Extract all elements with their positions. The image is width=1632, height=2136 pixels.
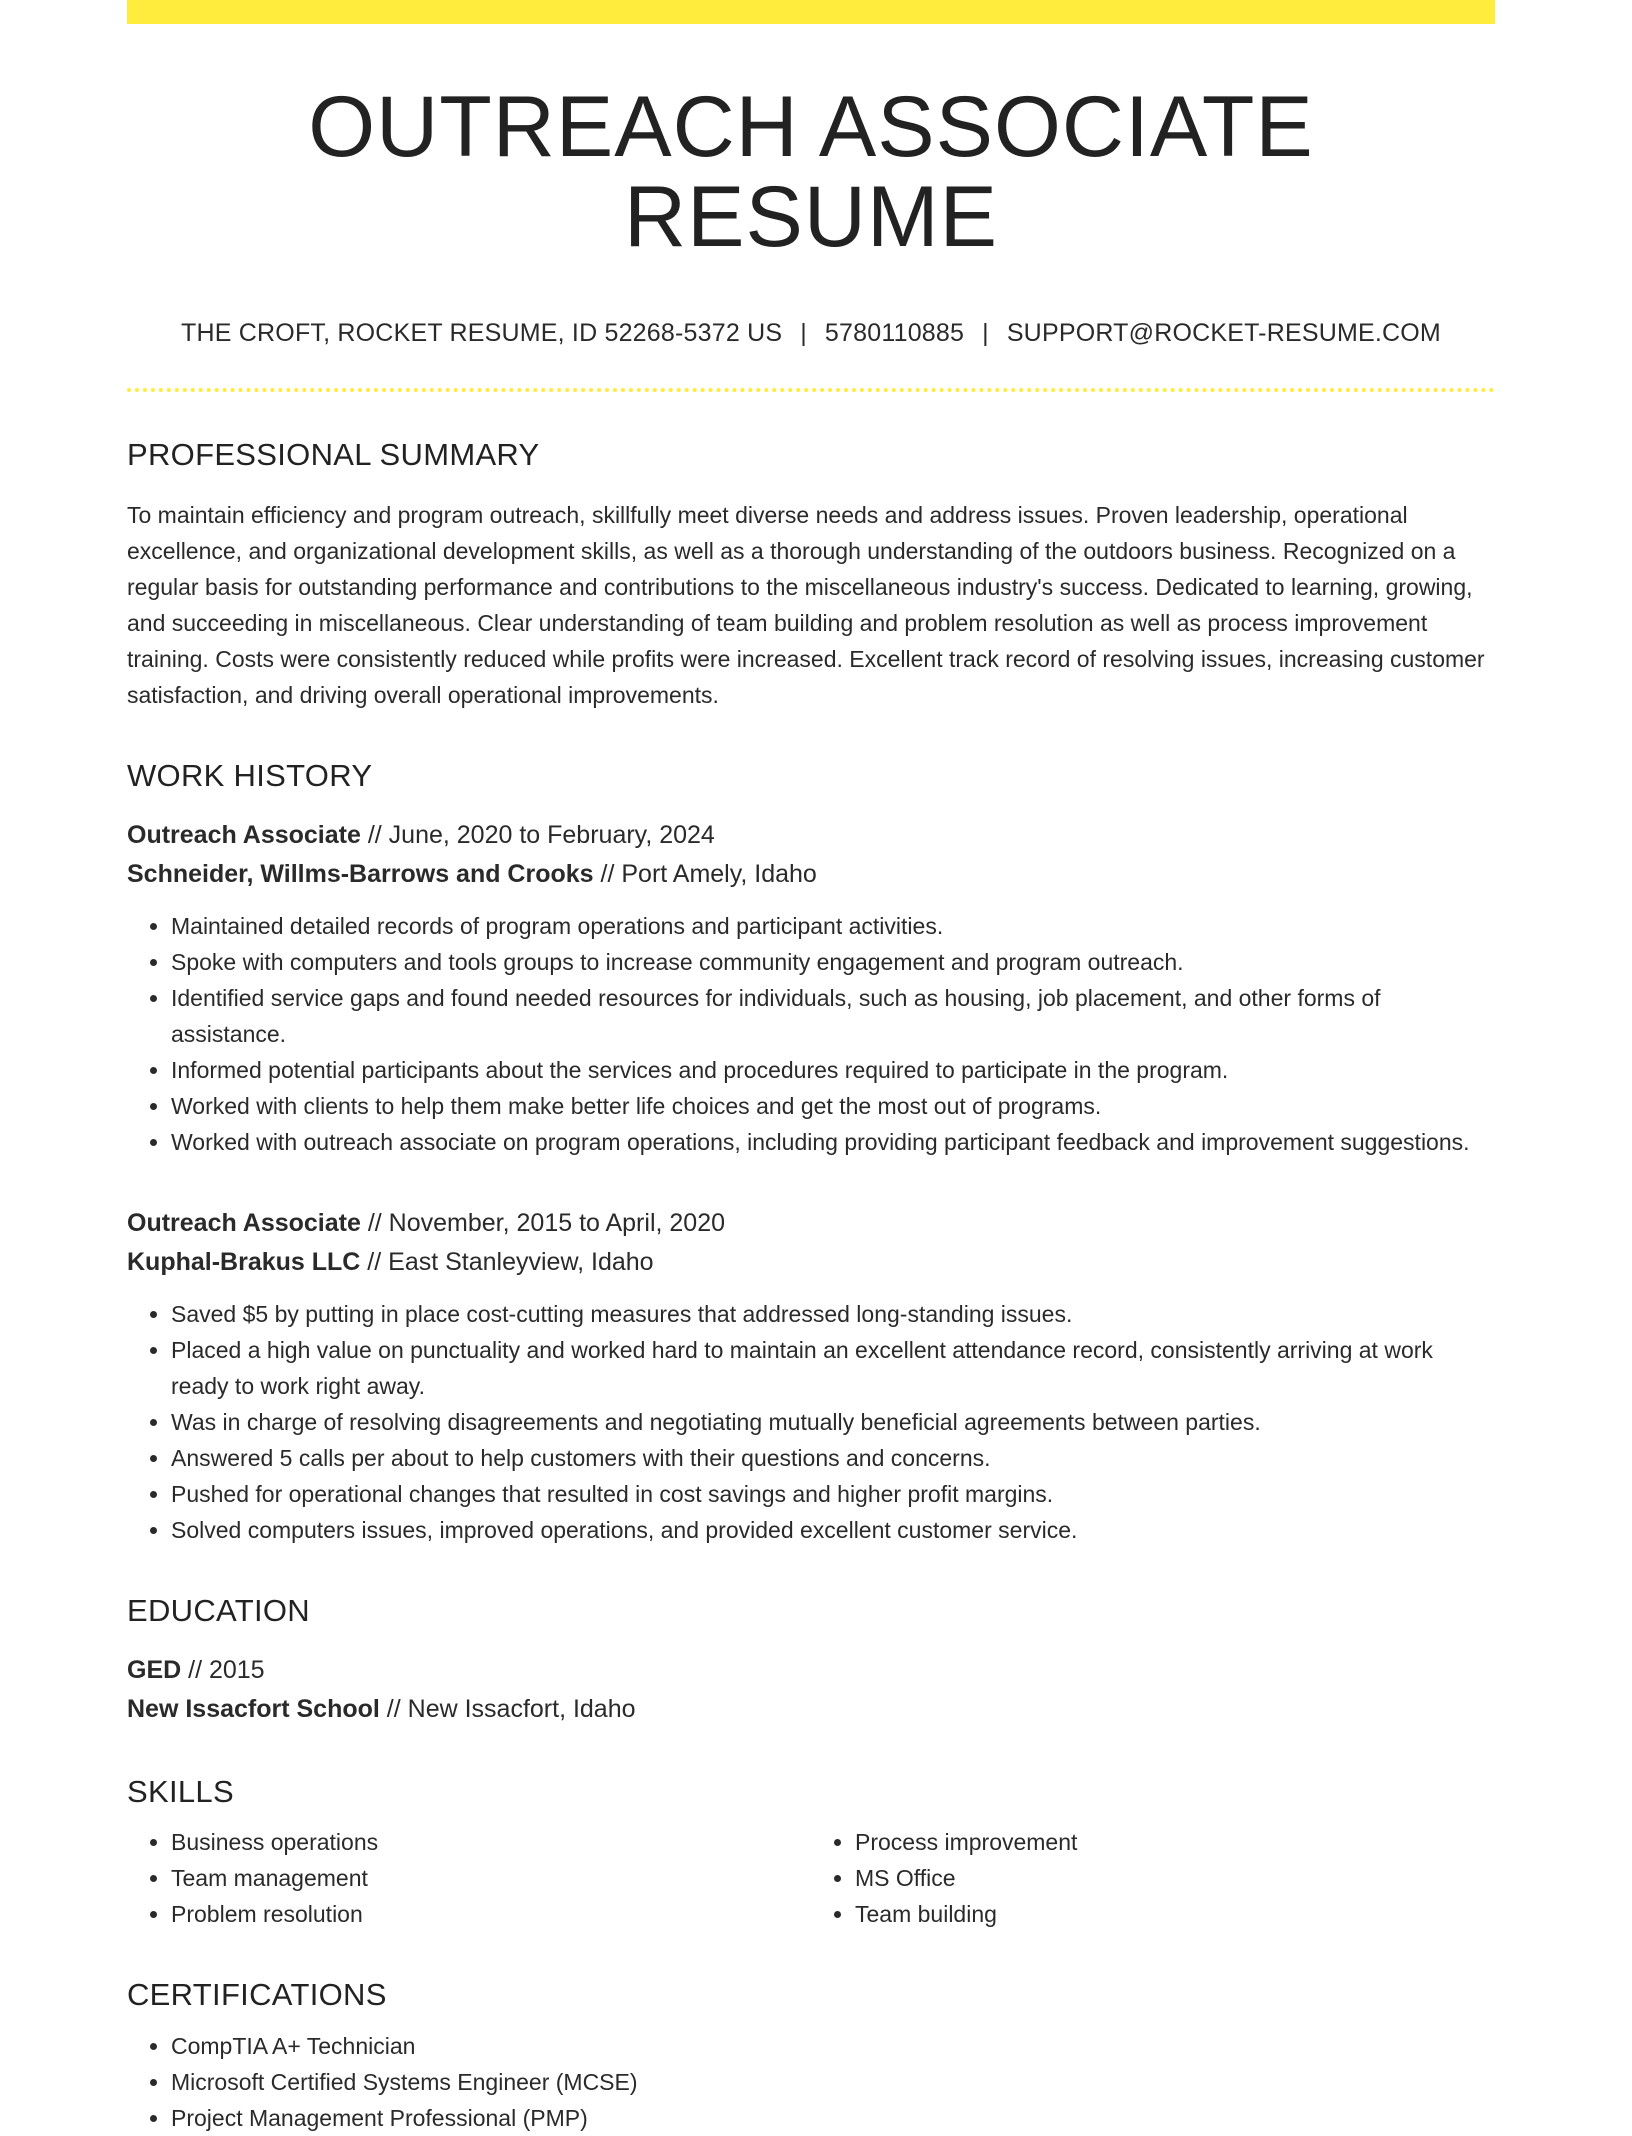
job-entry [127, 816, 1495, 1160]
skill-item: • Problem resolution [171, 1896, 811, 1932]
skill-item: • Team management [171, 1860, 811, 1896]
list-item: • Worked with clients to help them make better life choices and get the most out of programs. [171, 1088, 1495, 1124]
contact-line [127, 319, 1495, 348]
company-line [127, 855, 1495, 894]
job-title: Outreach Associate [127, 1208, 361, 1237]
company-line [127, 1243, 1495, 1282]
certification-item: • CompTIA A+ Technician [171, 2028, 1495, 2064]
list-item: • Pushed for operational changes that resulted in cost savings and higher profit margins. [171, 1476, 1495, 1512]
skill-item: • Process improvement [855, 1824, 1495, 1860]
list-item: • Placed a high value on punctuality and worked hard to maintain an excellent attendance record, consistently arriving at work ready to work right away. [171, 1332, 1495, 1404]
job-title-line [127, 816, 1495, 855]
skills-section [127, 1773, 1495, 1932]
list-item: • Was in charge of resolving disagreements and negotiating mutually beneficial agreements between parties. [171, 1404, 1495, 1440]
job-bullets [127, 908, 1495, 1160]
company-name: Schneider, Willms-Barrows and Crooks [127, 859, 594, 888]
skills-columns [127, 1824, 1495, 1932]
company-location: // Port Amely, Idaho [593, 859, 817, 888]
job-bullets [127, 1296, 1495, 1548]
certification-item: • Project Management Professional (PMP) [171, 2100, 1495, 2136]
school-location: // New Issacfort, Idaho [379, 1695, 636, 1724]
degree: GED [127, 1656, 182, 1685]
job-dates: // June, 2020 to February, 2024 [360, 820, 715, 849]
section-heading: WORK HISTORY [127, 757, 373, 793]
company-location: // East Stanleyview, Idaho [360, 1247, 654, 1276]
school-line [127, 1690, 1495, 1729]
job-entry [127, 1204, 1495, 1548]
section-heading: EDUCATION [127, 1592, 310, 1628]
certifications-list [127, 2028, 1495, 2136]
resume-title: OUTREACH ASSOCIATE RESUME [308, 79, 1314, 266]
degree-year: // 2015 [181, 1656, 265, 1685]
separator: | [982, 318, 989, 347]
job-dates: // November, 2015 to April, 2020 [360, 1208, 726, 1237]
summary-section [127, 436, 1495, 713]
dotted-divider [127, 388, 1495, 392]
resume-page [127, 0, 1495, 2136]
section-heading: CERTIFICATIONS [127, 1977, 387, 2013]
school-name: New Issacfort School [127, 1695, 380, 1724]
section-heading: PROFESSIONAL SUMMARY [127, 436, 540, 472]
education-entry [127, 1651, 1495, 1729]
list-item: • Informed potential participants about the services and procedures required to participate in the program. [171, 1052, 1495, 1088]
job-title: Outreach Associate [127, 820, 361, 849]
work-history-section [127, 757, 1495, 1548]
summary-text: To maintain efficiency and program outreach, skillfully meet diverse needs and address issues. Proven leadership, operational excellence, and organizational development skills, as well as a thorough understanding of the outdoors business. Recognized on a regular basis for outstanding performance and contributions to the miscellaneous industry's success. Dedicated to learning, growing, and succeeding in miscellaneous. Clear understanding of team building and problem resolution as well as process improvement training. Costs were consistently reduced while profits were increased. Excellent track record of resolving issues, increasing customer satisfaction, and driving overall operational improvements. [127, 501, 1485, 708]
list-item: • Worked with outreach associate on program operations, including providing participant feedback and improvement suggestions. [171, 1124, 1495, 1160]
email: SUPPORT@ROCKET-RESUME.COM [1006, 318, 1441, 347]
list-item: • Saved $5 by putting in place cost-cutting measures that addressed long-standing issues. [171, 1296, 1495, 1332]
degree-line [127, 1651, 1495, 1690]
accent-bar [127, 0, 1495, 24]
list-item: • Maintained detailed records of program operations and participant activities. [171, 908, 1495, 944]
job-title-line [127, 1204, 1495, 1243]
list-item: • Answered 5 calls per about to help customers with their questions and concerns. [171, 1440, 1495, 1476]
skills-left-list [127, 1824, 811, 1932]
address: THE CROFT, ROCKET RESUME, ID 52268-5372 US [181, 318, 783, 347]
skills-right-list [811, 1824, 1495, 1932]
phone: 5780110885 [824, 318, 965, 347]
section-heading: SKILLS [127, 1774, 234, 1810]
skill-item: • Team building [855, 1896, 1495, 1932]
skill-item: • MS Office [855, 1860, 1495, 1896]
certification-item: • Microsoft Certified Systems Engineer (MCSE) [171, 2064, 1495, 2100]
company-name: Kuphal-Brakus LLC [127, 1247, 361, 1276]
list-item: • Solved computers issues, improved operations, and provided excellent customer service. [171, 1512, 1495, 1548]
separator: | [800, 318, 807, 347]
education-section [127, 1592, 1495, 1729]
list-item: • Identified service gaps and found needed resources for individuals, such as housing, job placement, and other forms of assistance. [171, 980, 1495, 1052]
skill-item: • Business operations [171, 1824, 811, 1860]
list-item: • Spoke with computers and tools groups to increase community engagement and program outreach. [171, 944, 1495, 980]
